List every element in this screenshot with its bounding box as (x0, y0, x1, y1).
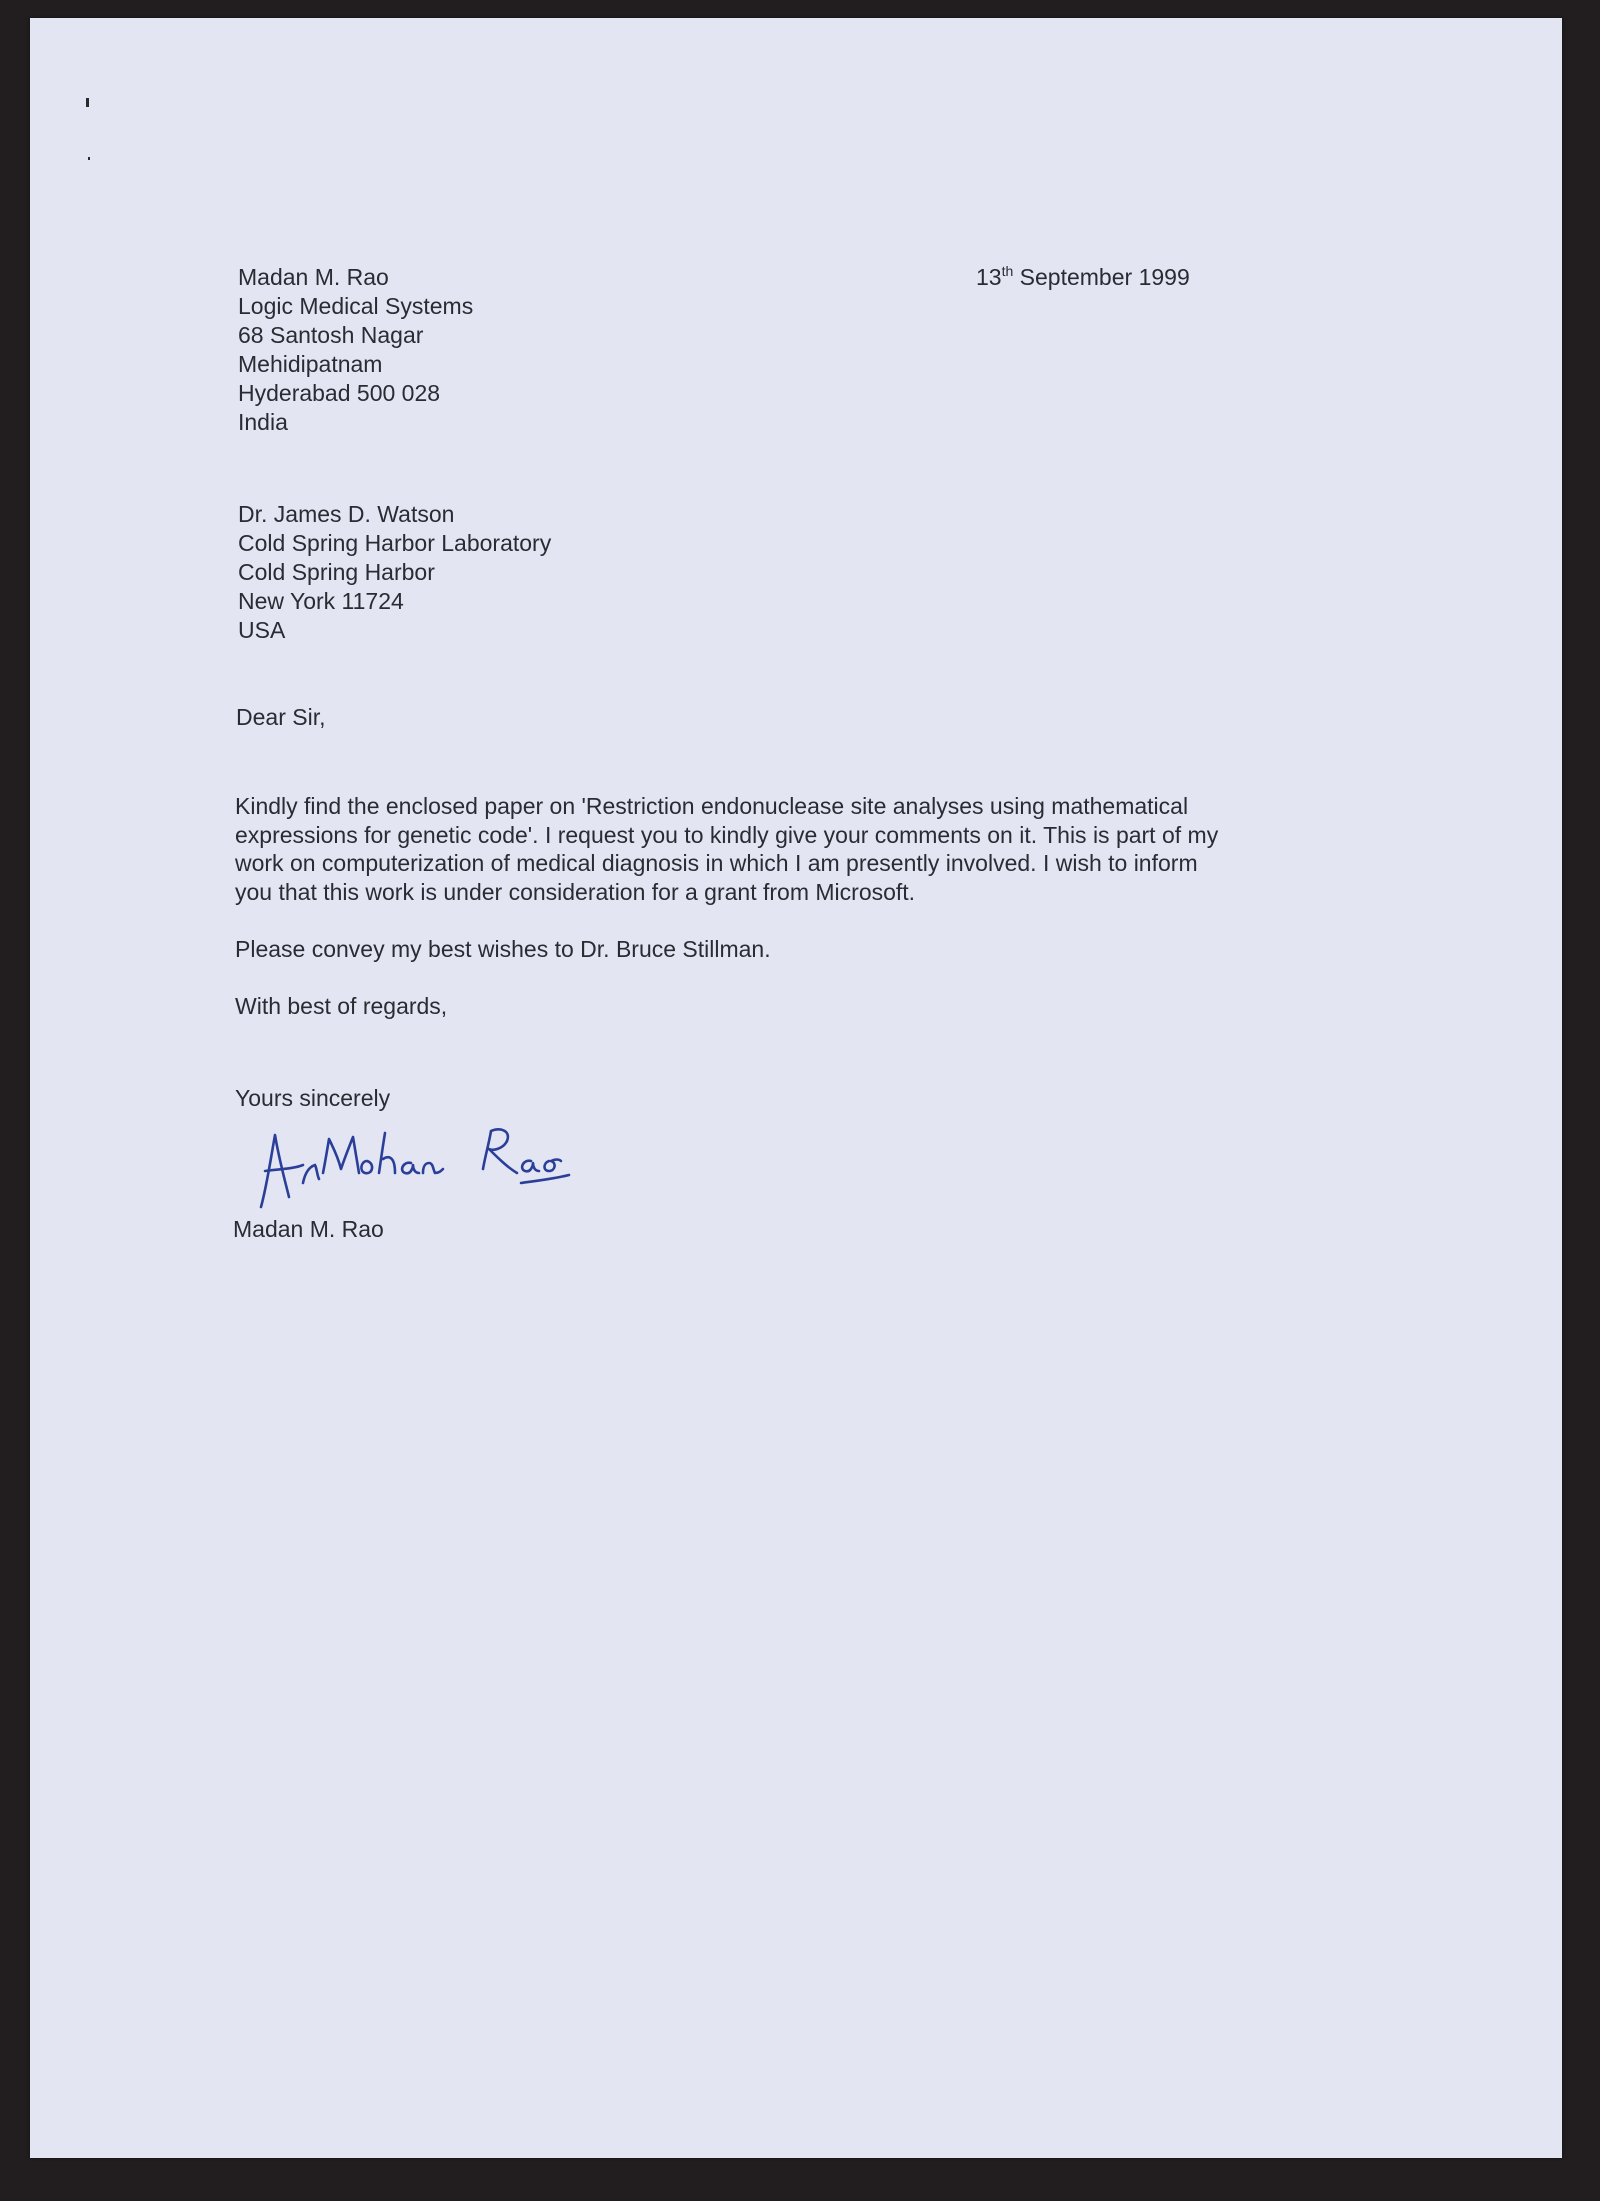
recipient-line: Dr. James D. Watson (238, 501, 455, 527)
body-paragraph (235, 792, 1335, 906)
sender-block (238, 263, 473, 437)
sender-address-line: 68 Santosh Nagar (238, 322, 424, 348)
body-line: expressions for genetic code'. I request you to kindly give your comments on it. This is part of my (235, 821, 1219, 848)
body-line: Kindly find the enclosed paper on 'Restriction endonuclease site analyses using mathematical (235, 793, 1189, 819)
letter-date (976, 263, 1190, 292)
signature-stroke-r (303, 1165, 319, 1183)
sender-address-line: India (238, 409, 288, 435)
recipient-block (238, 500, 551, 645)
signature-stroke-m (323, 1137, 359, 1173)
date-day: 13 (976, 264, 1002, 290)
handwritten-signature (245, 1115, 625, 1215)
best-wishes-line: Please convey my best wishes to Dr. Bruce Stillman. (235, 936, 771, 962)
binder-mark-top (86, 98, 89, 107)
signature-underline (521, 1175, 569, 1183)
sender-address-line: Logic Medical Systems (238, 293, 474, 319)
recipient-line: Cold Spring Harbor (238, 559, 435, 585)
recipient-line: New York 11724 (238, 588, 404, 614)
signature-stroke-an (402, 1163, 443, 1174)
sender-address-line: Hyderabad 500 028 (238, 380, 441, 406)
date-suffix: th (1001, 263, 1014, 279)
signature-stroke-R (483, 1129, 517, 1173)
signatory-name: Madan M. Rao (233, 1216, 384, 1242)
body-line: you that this work is under consideration for a grant from Microsoft. (235, 878, 916, 905)
signature-stroke-d (261, 1135, 303, 1207)
regards-line: With best of regards, (235, 993, 448, 1019)
signature-stroke-a (522, 1161, 539, 1172)
salutation: Dear Sir, (236, 704, 326, 730)
closing-line: Yours sincerely (235, 1085, 391, 1111)
letter-page (30, 18, 1562, 2158)
recipient-line: USA (238, 617, 286, 643)
signature-stroke-h (379, 1133, 395, 1173)
signature-stroke-o (361, 1161, 372, 1173)
sender-name: Madan M. Rao (238, 264, 389, 290)
recipient-line: Cold Spring Harbor Laboratory (238, 530, 552, 556)
binder-mark-bottom (88, 157, 90, 160)
date-month-year: September 1999 (1019, 264, 1190, 290)
sender-address-line: Mehidipatnam (238, 351, 383, 377)
signature-stroke-o2 (545, 1160, 562, 1172)
body-line: work on computerization of medical diagnosis in which I am presently involved. I wish to inform (235, 850, 1198, 876)
